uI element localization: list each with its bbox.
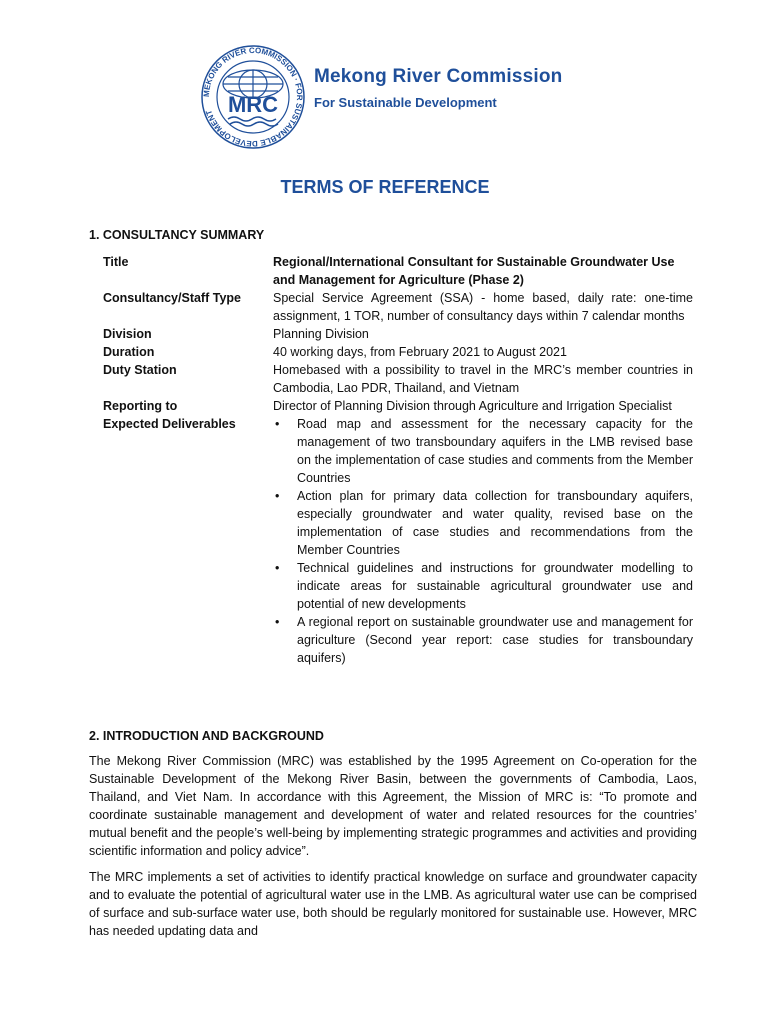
bullet-icon: • [275, 561, 280, 575]
summary-row-staff-type [103, 289, 693, 325]
logo-ring-text: MEKONG RIVER COMMISSION · FOR SUSTAINABLE DEVELOPMENT [201, 45, 305, 149]
paragraph-mrc-activities: The MRC implements a set of activities to identify practical knowledge on surface and groundwater capacity and to evaluate the potential of agricultural water use in the LMB. As agricultural water use can be comprised of surface and sub-surface water use, both should be regularly monitored for sustainable use. However, MRC has needed updating data and [89, 870, 697, 938]
row-value: 40 working days, from February 2021 to August 2021 [273, 345, 567, 359]
row-label: Reporting to [103, 399, 178, 413]
list-item: • A regional report on sustainable groundwater use and management for agriculture (Second year report: case studies for transboundary aquifers) [275, 615, 693, 665]
row-value: Special Service Agreement (SSA) - home based, daily rate: one-time assignment, 1 TOR, number of consultancy days within 7 calendar months [273, 291, 693, 323]
row-label: Division [103, 327, 152, 341]
paragraph-mrc-background: The Mekong River Commission (MRC) was established by the 1995 Agreement on Co-operation for the Sustainable Development of the Mekong River Basin, between the governments of Cambodia, Laos, Thailand, and Viet Nam. In accordance with this Agreement, the Mission of MRC is: “To promote and coordinate sustainable management and development of water and related resources for the countries’ mutual benefit and the people’s well-being by implementing strategic programmes and activities and providing scientific information and policy advice”. [89, 754, 697, 858]
organization-tagline: For Sustainable Development [314, 95, 497, 110]
row-value: Planning Division [273, 327, 369, 341]
summary-row-duration [103, 343, 693, 361]
section-2-heading: 2. INTRODUCTION AND BACKGROUND [89, 729, 324, 743]
section-1-heading: 1. CONSULTANCY SUMMARY [89, 228, 265, 242]
row-label: Title [103, 255, 129, 269]
summary-row-title [103, 253, 693, 289]
row-value: Homebased with a possibility to travel in the MRC’s member countries in Cambodia, Lao PDR, Thailand, and Vietnam [273, 363, 693, 395]
row-value: Director of Planning Division through Agriculture and Irrigation Specialist [273, 399, 672, 413]
summary-row-division [103, 325, 693, 343]
bullet-icon: • [275, 489, 280, 503]
summary-row-duty-station [103, 361, 693, 397]
list-item: • Action plan for primary data collection for transboundary aquifers, especially groundwater and water quality, revised base on the implementation of case studies and recommendations from the Member Countries [275, 489, 693, 557]
row-label: Consultancy/Staff Type [103, 291, 241, 305]
deliverables-list [273, 415, 693, 667]
row-label: Duration [103, 345, 155, 359]
document-title: TERMS OF REFERENCE [280, 177, 490, 197]
summary-row-deliverables [103, 415, 693, 667]
organization-name: Mekong River Commission [314, 66, 563, 87]
row-label: Expected Deliverables [103, 417, 236, 431]
bullet-icon: • [275, 417, 280, 431]
summary-row-reporting-to [103, 397, 693, 415]
logo-mrc-text: MRC [227, 92, 279, 117]
list-item: • Technical guidelines and instructions for groundwater modelling to indicate areas for sustainable agricultural groundwater use and potential of new developments [275, 561, 693, 611]
bullet-icon: • [275, 615, 280, 629]
row-label: Duty Station [103, 363, 177, 377]
row-value: Regional/International Consultant for Sustainable Groundwater Use and Management for Agriculture (Phase 2) [273, 255, 675, 287]
list-item: • Road map and assessment for the necessary capacity for the management of two transboundary aquifers in the LMB revised base on the implementation of case studies and comments from the Member Countries [275, 417, 693, 485]
consultancy-summary-table [103, 253, 693, 667]
mrc-logo [200, 44, 306, 150]
